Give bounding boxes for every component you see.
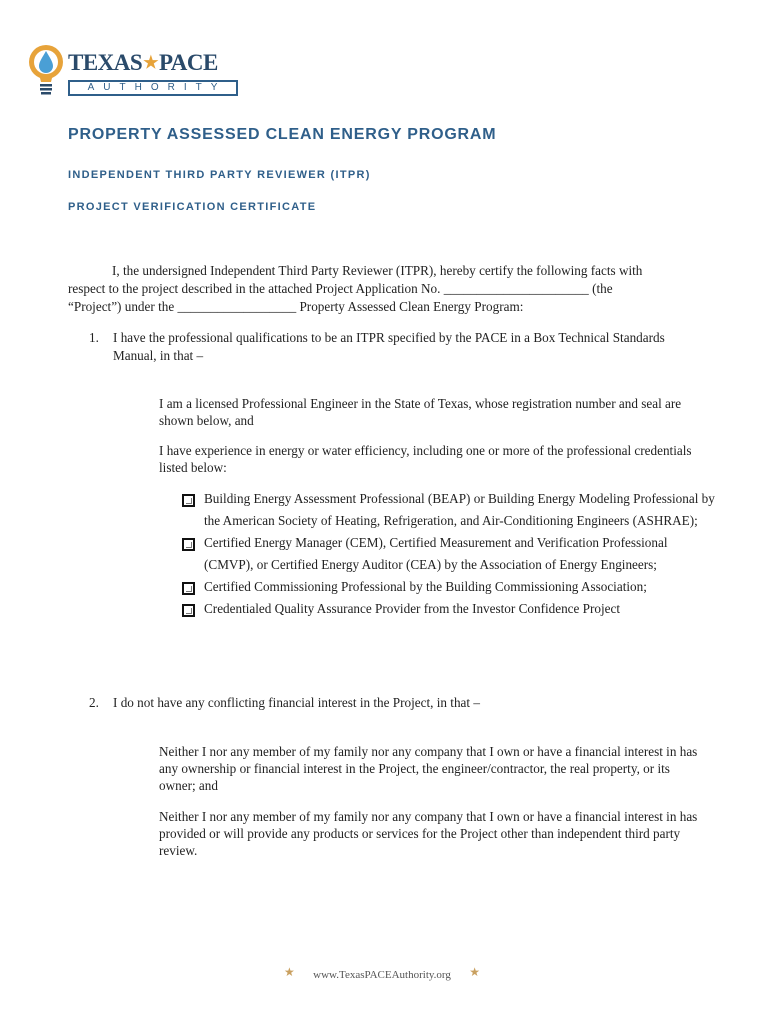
checklist-item-beap xyxy=(180,488,720,532)
logo-star-icon: ★ xyxy=(143,53,158,72)
section-1-text: I have the professional qualifications to be an ITPR specified by the PACE in a Box Technical Standards Manual, in that – xyxy=(113,330,665,363)
document-subtitle-itpr: INDEPENDENT THIRD PARTY REVIEWER (ITPR) xyxy=(68,169,371,181)
footer-star-icon: ★ xyxy=(284,965,295,979)
checklist-item-label: Building Energy Assessment Professional (BEAP) or Building Energy Modeling Professional by the American Society of Heating, Refrigeration, and Air-Conditioning Engineers (ASHRAE); xyxy=(204,491,715,528)
lightbulb-droplet-icon xyxy=(28,44,64,100)
intro-line: I, the undersigned Independent Third Party Reviewer (ITPR), hereby certify the following facts with xyxy=(112,263,643,278)
footer-star-icon: ★ xyxy=(469,965,480,979)
checklist-item-cem xyxy=(180,532,720,576)
footer-website-link[interactable]: www.TexasPACEAuthority.org xyxy=(313,969,451,981)
checkbox[interactable] xyxy=(182,582,195,595)
intro-line: respect to the project described in the attached Project Application No. ______________________ (the xyxy=(68,281,613,296)
document-title: PROPERTY ASSESSED CLEAN ENERGY PROGRAM xyxy=(68,126,497,143)
intro-paragraph xyxy=(68,262,708,316)
ownership-interest-statement: Neither I nor any member of my family nor any company that I own or have a financial interest in has any ownership or financial interest in the Project, the engineer/contractor, the real property, or its owner; and xyxy=(159,744,698,793)
section-2-text: I do not have any conflicting financial interest in the Project, in that – xyxy=(113,695,480,710)
section-1-number: 1. xyxy=(89,330,99,345)
intro-line: “Project”) under the __________________ Property Assessed Clean Energy Program: xyxy=(68,299,524,314)
checklist-item-bca xyxy=(180,576,720,598)
section-2-number: 2. xyxy=(89,695,99,710)
experience-statement: I have experience in energy or water efficiency, including one or more of the professional credentials listed below: xyxy=(159,443,692,475)
checklist-item-label: Certified Commissioning Professional by the Building Commissioning Association; xyxy=(204,579,647,594)
checkbox[interactable] xyxy=(182,538,195,551)
checklist-item-icp xyxy=(180,598,720,620)
logo-wordmark: TEXAS★PACE xyxy=(68,50,218,75)
texas-pace-logo xyxy=(28,44,227,104)
checkbox[interactable] xyxy=(182,604,195,617)
services-statement: Neither I nor any member of my family nor any company that I own or have a financial interest in has provided or will provide any products or services for the Project other than independent third party review. xyxy=(159,809,698,858)
checklist-item-label: Credentialed Quality Assurance Provider from the Investor Confidence Project xyxy=(204,601,621,616)
checklist-item-label: Certified Energy Manager (CEM), Certified Measurement and Verification Professional (CMVP), or Certified Energy Auditor (CEA) by the Association of Energy Engineers; xyxy=(204,535,668,572)
checkbox[interactable] xyxy=(182,494,195,507)
logo-authority-banner: AUTHORITY xyxy=(68,80,238,96)
document-subtitle-certificate: PROJECT VERIFICATION CERTIFICATE xyxy=(68,201,317,213)
credentials-checklist xyxy=(180,488,720,620)
page-footer xyxy=(284,965,480,985)
professional-engineer-statement: I am a licensed Professional Engineer in the State of Texas, whose registration number and seal are shown below, and xyxy=(159,396,682,428)
